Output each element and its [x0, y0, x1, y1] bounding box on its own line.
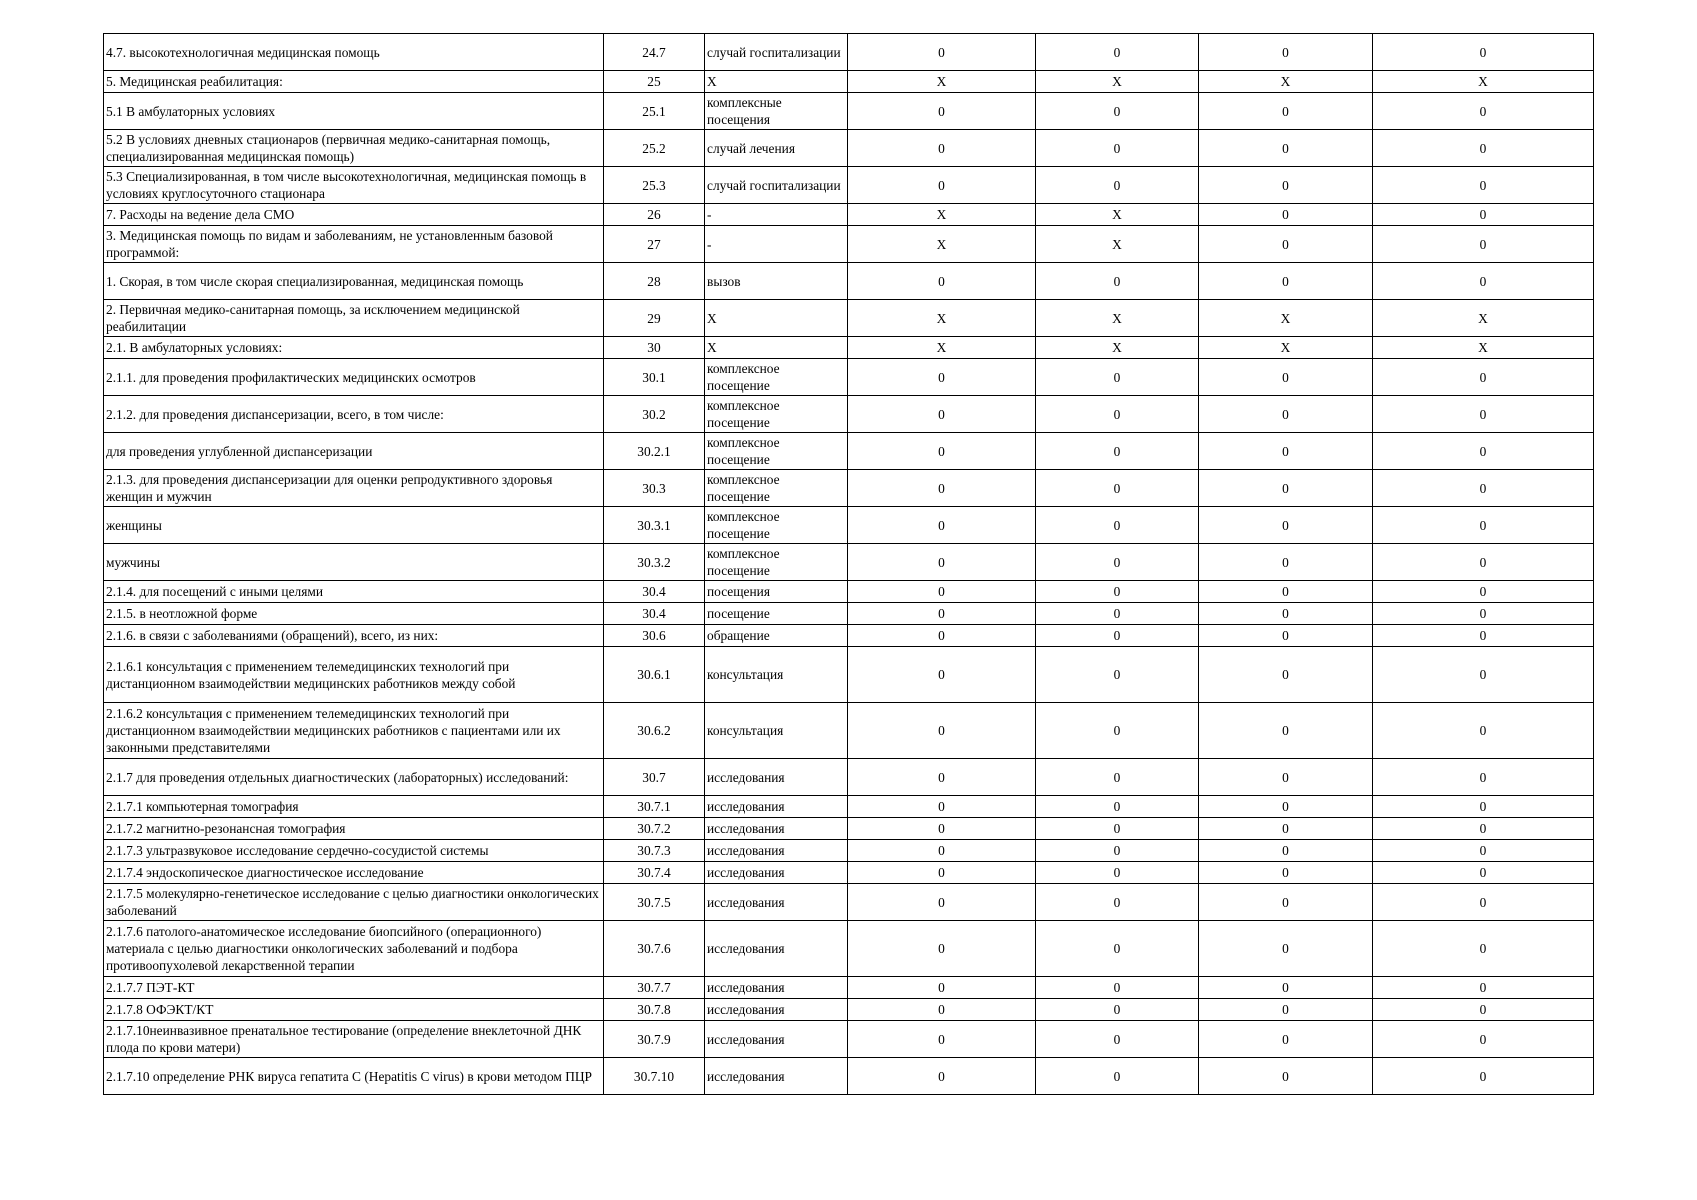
table-row: [104, 263, 1594, 300]
row-value-cell-1: 0: [848, 433, 1036, 470]
row-value-cell-2: 0: [1036, 999, 1199, 1021]
row-value-cell-3: 0: [1199, 359, 1373, 396]
table-row: [104, 921, 1594, 977]
row-name-cell: мужчины: [104, 544, 604, 581]
row-name-cell: 2.1.4. для посещений с иными целями: [104, 581, 604, 603]
row-code-cell: 30.7.1: [604, 796, 705, 818]
row-value-cell-1: 0: [848, 359, 1036, 396]
row-value-cell-3: 0: [1199, 204, 1373, 226]
row-code-cell: 30.7.5: [604, 884, 705, 921]
row-value-cell-1: 0: [848, 507, 1036, 544]
row-value-cell-2: Х: [1036, 300, 1199, 337]
row-unit-cell: -: [705, 226, 848, 263]
table-row: [104, 470, 1594, 507]
row-code-cell: 30.7: [604, 759, 705, 796]
row-unit-cell: комплексное посещение: [705, 359, 848, 396]
row-value-cell-1: Х: [848, 204, 1036, 226]
table-row: [104, 93, 1594, 130]
row-value-cell-4: 0: [1373, 862, 1594, 884]
row-name-cell: 5.3 Специализированная, в том числе высокотехнологичная, медицинская помощь в условиях круглосуточного стационара: [104, 167, 604, 204]
row-value-cell-3: 0: [1199, 625, 1373, 647]
row-code-cell: 30.7.6: [604, 921, 705, 977]
row-value-cell-3: 0: [1199, 396, 1373, 433]
row-value-cell-2: 0: [1036, 34, 1199, 71]
row-code-cell: 24.7: [604, 34, 705, 71]
row-value-cell-1: 0: [848, 581, 1036, 603]
row-value-cell-4: 0: [1373, 818, 1594, 840]
row-value-cell-4: 0: [1373, 921, 1594, 977]
row-name-cell: 2.1.1. для проведения профилактических медицинских осмотров: [104, 359, 604, 396]
table-body: [104, 34, 1594, 1095]
row-value-cell-1: 0: [848, 759, 1036, 796]
row-value-cell-3: 0: [1199, 130, 1373, 167]
row-unit-cell: случай лечения: [705, 130, 848, 167]
table-row: [104, 796, 1594, 818]
row-value-cell-2: 0: [1036, 921, 1199, 977]
row-value-cell-3: 0: [1199, 544, 1373, 581]
row-value-cell-4: 0: [1373, 977, 1594, 999]
row-value-cell-4: 0: [1373, 999, 1594, 1021]
row-unit-cell: комплексное посещение: [705, 507, 848, 544]
row-value-cell-1: 0: [848, 263, 1036, 300]
row-value-cell-4: 0: [1373, 647, 1594, 703]
row-code-cell: 30.7.7: [604, 977, 705, 999]
row-value-cell-2: 0: [1036, 167, 1199, 204]
row-name-cell: 2.1.7.10 определение РНК вируса гепатита C (Hepatitis C virus) в крови методом ПЦР: [104, 1058, 604, 1095]
row-value-cell-2: 0: [1036, 840, 1199, 862]
row-name-cell: 2.1.7.4 эндоскопическое диагностическое исследование: [104, 862, 604, 884]
row-unit-cell: комплексное посещение: [705, 396, 848, 433]
row-value-cell-1: 0: [848, 862, 1036, 884]
row-name-cell: 2.1.7.7 ПЭТ-КТ: [104, 977, 604, 999]
row-value-cell-4: 0: [1373, 359, 1594, 396]
row-name-cell: 2.1. В амбулаторных условиях:: [104, 337, 604, 359]
row-value-cell-1: 0: [848, 625, 1036, 647]
row-code-cell: 25: [604, 71, 705, 93]
row-value-cell-1: Х: [848, 300, 1036, 337]
row-value-cell-1: 0: [848, 1021, 1036, 1058]
row-value-cell-4: 0: [1373, 204, 1594, 226]
row-name-cell: 2.1.5. в неотложной форме: [104, 603, 604, 625]
row-code-cell: 25.3: [604, 167, 705, 204]
row-value-cell-3: 0: [1199, 921, 1373, 977]
row-unit-cell: случай госпитализации: [705, 167, 848, 204]
row-name-cell: 2.1.7.6 патолого-анатомическое исследование биопсийного (операционного) материала с целью диагностики онкологических заболеваний и подбора противоопухолевой лекарственной терапии: [104, 921, 604, 977]
row-code-cell: 30.7.2: [604, 818, 705, 840]
row-value-cell-3: Х: [1199, 71, 1373, 93]
row-code-cell: 28: [604, 263, 705, 300]
row-value-cell-2: 0: [1036, 359, 1199, 396]
table-row: [104, 581, 1594, 603]
row-value-cell-1: 0: [848, 647, 1036, 703]
table-row: [104, 204, 1594, 226]
row-value-cell-3: 0: [1199, 34, 1373, 71]
row-unit-cell: исследования: [705, 1021, 848, 1058]
row-unit-cell: Х: [705, 337, 848, 359]
row-value-cell-4: 0: [1373, 840, 1594, 862]
row-value-cell-1: 0: [848, 999, 1036, 1021]
row-code-cell: 25.1: [604, 93, 705, 130]
row-unit-cell: вызов: [705, 263, 848, 300]
row-value-cell-1: 0: [848, 884, 1036, 921]
row-value-cell-3: 0: [1199, 999, 1373, 1021]
row-value-cell-1: 0: [848, 167, 1036, 204]
row-value-cell-1: 0: [848, 603, 1036, 625]
row-value-cell-3: 0: [1199, 93, 1373, 130]
row-name-cell: 2. Первичная медико-санитарная помощь, за исключением медицинской реабилитации: [104, 300, 604, 337]
row-name-cell: 5. Медицинская реабилитация:: [104, 71, 604, 93]
row-value-cell-4: 0: [1373, 1058, 1594, 1095]
row-value-cell-4: Х: [1373, 300, 1594, 337]
row-value-cell-2: Х: [1036, 204, 1199, 226]
row-value-cell-4: Х: [1373, 337, 1594, 359]
row-value-cell-1: 0: [848, 34, 1036, 71]
row-unit-cell: исследования: [705, 999, 848, 1021]
row-name-cell: 2.1.3. для проведения диспансеризации для оценки репродуктивного здоровья женщин и мужчин: [104, 470, 604, 507]
row-unit-cell: консультация: [705, 703, 848, 759]
row-value-cell-1: 0: [848, 544, 1036, 581]
row-name-cell: 2.1.7.8 ОФЭКТ/КТ: [104, 999, 604, 1021]
row-value-cell-4: 0: [1373, 625, 1594, 647]
row-code-cell: 30.1: [604, 359, 705, 396]
row-unit-cell: исследования: [705, 862, 848, 884]
row-value-cell-1: 0: [848, 1058, 1036, 1095]
row-value-cell-4: 0: [1373, 167, 1594, 204]
table-row: [104, 1021, 1594, 1058]
row-value-cell-2: 0: [1036, 703, 1199, 759]
table-row: [104, 337, 1594, 359]
row-unit-cell: комплексное посещение: [705, 433, 848, 470]
row-name-cell: женщины: [104, 507, 604, 544]
row-name-cell: 2.1.6.2 консультация с применением телемедицинских технологий при дистанционном взаимодействии медицинских работников с пациентами или их законными представителями: [104, 703, 604, 759]
row-value-cell-4: 0: [1373, 796, 1594, 818]
row-value-cell-4: 0: [1373, 130, 1594, 167]
table-row: [104, 396, 1594, 433]
row-unit-cell: комплексное посещение: [705, 470, 848, 507]
row-value-cell-1: 0: [848, 921, 1036, 977]
table-row: [104, 625, 1594, 647]
row-name-cell: 2.1.7.10неинвазивное пренатальное тестирование (определение внеклеточной ДНК плода по крови матери): [104, 1021, 604, 1058]
row-code-cell: 30.3.1: [604, 507, 705, 544]
row-value-cell-4: 0: [1373, 226, 1594, 263]
row-code-cell: 30.7.9: [604, 1021, 705, 1058]
table-row: [104, 226, 1594, 263]
row-code-cell: 25.2: [604, 130, 705, 167]
row-name-cell: 4.7. высокотехнологичная медицинская помощь: [104, 34, 604, 71]
row-value-cell-2: 0: [1036, 507, 1199, 544]
row-code-cell: 30.7.4: [604, 862, 705, 884]
table-row: [104, 603, 1594, 625]
row-value-cell-1: 0: [848, 703, 1036, 759]
row-unit-cell: исследования: [705, 796, 848, 818]
medical-volume-table: [103, 33, 1594, 1095]
row-unit-cell: посещения: [705, 581, 848, 603]
row-value-cell-1: 0: [848, 818, 1036, 840]
row-code-cell: 30.7.8: [604, 999, 705, 1021]
row-value-cell-3: 0: [1199, 703, 1373, 759]
row-name-cell: 5.2 В условиях дневных стационаров (первичная медико-санитарная помощь, специализированная медицинская помощь): [104, 130, 604, 167]
row-code-cell: 30.6.2: [604, 703, 705, 759]
row-name-cell: 3. Медицинская помощь по видам и заболеваниям, не установленным базовой программой:: [104, 226, 604, 263]
row-name-cell: 2.1.7.5 молекулярно-генетическое исследование с целью диагностики онкологических заболеваний: [104, 884, 604, 921]
row-value-cell-1: 0: [848, 396, 1036, 433]
row-name-cell: 7. Расходы на ведение дела СМО: [104, 204, 604, 226]
row-value-cell-3: 0: [1199, 1021, 1373, 1058]
row-value-cell-3: 0: [1199, 884, 1373, 921]
table-row: [104, 167, 1594, 204]
row-value-cell-3: 0: [1199, 433, 1373, 470]
row-name-cell: 2.1.7.1 компьютерная томография: [104, 796, 604, 818]
table-row: [104, 977, 1594, 999]
row-value-cell-1: Х: [848, 71, 1036, 93]
row-value-cell-3: 0: [1199, 759, 1373, 796]
row-value-cell-4: 0: [1373, 470, 1594, 507]
row-value-cell-2: 0: [1036, 130, 1199, 167]
row-code-cell: 29: [604, 300, 705, 337]
row-value-cell-2: Х: [1036, 337, 1199, 359]
row-value-cell-2: 0: [1036, 1058, 1199, 1095]
row-value-cell-2: Х: [1036, 226, 1199, 263]
row-value-cell-2: 0: [1036, 470, 1199, 507]
row-name-cell: 2.1.7 для проведения отдельных диагностических (лабораторных) исследований:: [104, 759, 604, 796]
row-value-cell-2: 0: [1036, 647, 1199, 703]
row-name-cell: 2.1.6.1 консультация с применением телемедицинских технологий при дистанционном взаимодействии медицинских работников между собой: [104, 647, 604, 703]
row-name-cell: для проведения углубленной диспансеризации: [104, 433, 604, 470]
row-value-cell-3: 0: [1199, 977, 1373, 999]
row-code-cell: 30.6.1: [604, 647, 705, 703]
row-value-cell-3: 0: [1199, 507, 1373, 544]
table-row: [104, 130, 1594, 167]
row-value-cell-1: Х: [848, 337, 1036, 359]
row-value-cell-3: Х: [1199, 337, 1373, 359]
row-unit-cell: посещение: [705, 603, 848, 625]
row-value-cell-3: 0: [1199, 818, 1373, 840]
row-value-cell-4: 0: [1373, 544, 1594, 581]
row-value-cell-3: 0: [1199, 603, 1373, 625]
row-value-cell-3: 0: [1199, 862, 1373, 884]
row-value-cell-1: 0: [848, 796, 1036, 818]
row-value-cell-2: 0: [1036, 796, 1199, 818]
row-name-cell: 5.1 В амбулаторных условиях: [104, 93, 604, 130]
row-value-cell-2: 0: [1036, 581, 1199, 603]
row-value-cell-3: 0: [1199, 263, 1373, 300]
table-row: [104, 840, 1594, 862]
row-code-cell: 30.4: [604, 581, 705, 603]
row-unit-cell: исследования: [705, 759, 848, 796]
table-row: [104, 359, 1594, 396]
row-value-cell-4: 0: [1373, 507, 1594, 544]
table-row: [104, 647, 1594, 703]
row-value-cell-1: 0: [848, 977, 1036, 999]
row-code-cell: 27: [604, 226, 705, 263]
row-unit-cell: исследования: [705, 818, 848, 840]
table-row: [104, 759, 1594, 796]
row-value-cell-2: Х: [1036, 71, 1199, 93]
row-value-cell-2: 0: [1036, 396, 1199, 433]
row-name-cell: 2.1.7.2 магнитно-резонансная томография: [104, 818, 604, 840]
row-unit-cell: исследования: [705, 840, 848, 862]
row-value-cell-2: 0: [1036, 625, 1199, 647]
table-row: [104, 818, 1594, 840]
table-row: [104, 703, 1594, 759]
row-value-cell-3: 0: [1199, 1058, 1373, 1095]
row-unit-cell: исследования: [705, 884, 848, 921]
row-name-cell: 2.1.2. для проведения диспансеризации, всего, в том числе:: [104, 396, 604, 433]
table-row: [104, 300, 1594, 337]
row-code-cell: 30: [604, 337, 705, 359]
row-value-cell-4: 0: [1373, 581, 1594, 603]
table-row: [104, 71, 1594, 93]
row-code-cell: 30.7.3: [604, 840, 705, 862]
row-value-cell-2: 0: [1036, 1021, 1199, 1058]
row-code-cell: 30.4: [604, 603, 705, 625]
row-value-cell-2: 0: [1036, 263, 1199, 300]
row-value-cell-4: 0: [1373, 93, 1594, 130]
table-row: [104, 999, 1594, 1021]
row-value-cell-1: Х: [848, 226, 1036, 263]
row-value-cell-4: 0: [1373, 759, 1594, 796]
row-value-cell-4: 0: [1373, 884, 1594, 921]
row-code-cell: 30.6: [604, 625, 705, 647]
row-value-cell-1: 0: [848, 470, 1036, 507]
row-code-cell: 30.2: [604, 396, 705, 433]
table-row: [104, 34, 1594, 71]
table-row: [104, 884, 1594, 921]
row-value-cell-2: 0: [1036, 818, 1199, 840]
row-value-cell-2: 0: [1036, 544, 1199, 581]
row-value-cell-4: 0: [1373, 263, 1594, 300]
row-name-cell: 2.1.6. в связи с заболеваниями (обращений), всего, из них:: [104, 625, 604, 647]
row-unit-cell: обращение: [705, 625, 848, 647]
row-value-cell-4: Х: [1373, 71, 1594, 93]
table-row: [104, 862, 1594, 884]
row-value-cell-3: 0: [1199, 470, 1373, 507]
document-page: [103, 33, 1593, 1095]
table-row: [104, 507, 1594, 544]
row-value-cell-2: 0: [1036, 977, 1199, 999]
row-value-cell-4: 0: [1373, 603, 1594, 625]
row-value-cell-2: 0: [1036, 759, 1199, 796]
row-value-cell-2: 0: [1036, 884, 1199, 921]
row-unit-cell: Х: [705, 71, 848, 93]
row-value-cell-3: 0: [1199, 581, 1373, 603]
row-value-cell-2: 0: [1036, 93, 1199, 130]
row-value-cell-4: 0: [1373, 1021, 1594, 1058]
row-value-cell-4: 0: [1373, 703, 1594, 759]
row-code-cell: 30.3: [604, 470, 705, 507]
row-value-cell-1: 0: [848, 93, 1036, 130]
row-value-cell-4: 0: [1373, 396, 1594, 433]
row-name-cell: 2.1.7.3 ультразвуковое исследование сердечно-сосудистой системы: [104, 840, 604, 862]
row-unit-cell: Х: [705, 300, 848, 337]
row-unit-cell: комплексные посещения: [705, 93, 848, 130]
row-value-cell-2: 0: [1036, 433, 1199, 470]
row-unit-cell: консультация: [705, 647, 848, 703]
row-value-cell-1: 0: [848, 130, 1036, 167]
row-unit-cell: случай госпитализации: [705, 34, 848, 71]
table-row: [104, 1058, 1594, 1095]
table-row: [104, 433, 1594, 470]
row-unit-cell: исследования: [705, 977, 848, 999]
table-row: [104, 544, 1594, 581]
row-value-cell-3: 0: [1199, 226, 1373, 263]
row-value-cell-2: 0: [1036, 603, 1199, 625]
row-value-cell-3: 0: [1199, 840, 1373, 862]
row-name-cell: 1. Скорая, в том числе скорая специализированная, медицинская помощь: [104, 263, 604, 300]
row-code-cell: 30.3.2: [604, 544, 705, 581]
row-code-cell: 30.2.1: [604, 433, 705, 470]
row-value-cell-3: Х: [1199, 300, 1373, 337]
row-value-cell-2: 0: [1036, 862, 1199, 884]
row-unit-cell: комплексное посещение: [705, 544, 848, 581]
row-value-cell-1: 0: [848, 840, 1036, 862]
row-code-cell: 30.7.10: [604, 1058, 705, 1095]
row-value-cell-3: 0: [1199, 796, 1373, 818]
row-code-cell: 26: [604, 204, 705, 226]
row-value-cell-3: 0: [1199, 647, 1373, 703]
row-unit-cell: -: [705, 204, 848, 226]
row-unit-cell: исследования: [705, 1058, 848, 1095]
row-value-cell-4: 0: [1373, 433, 1594, 470]
row-value-cell-4: 0: [1373, 34, 1594, 71]
row-value-cell-3: 0: [1199, 167, 1373, 204]
row-unit-cell: исследования: [705, 921, 848, 977]
